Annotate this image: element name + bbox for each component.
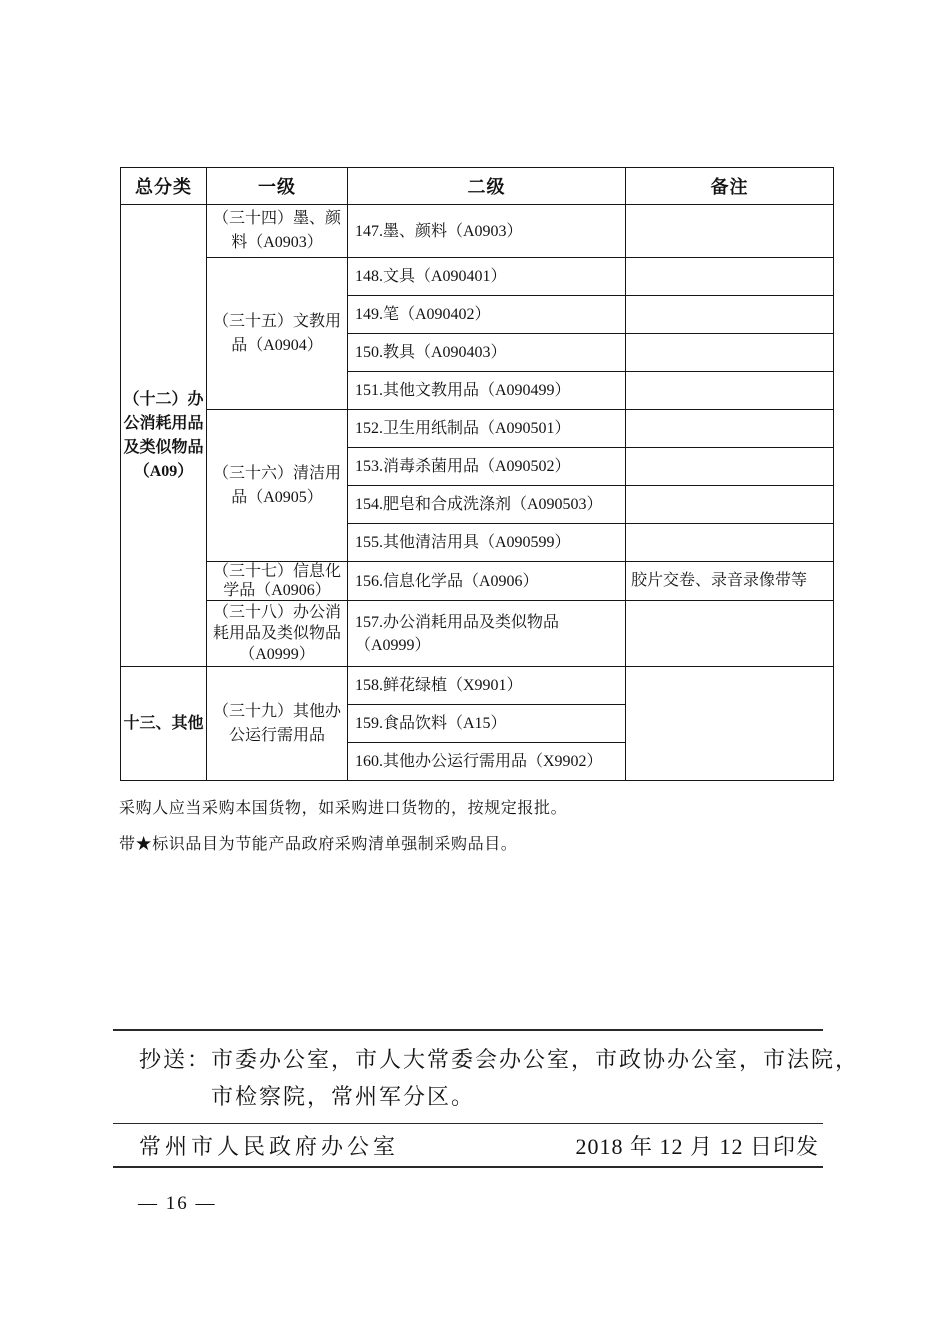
level2-cell-158: 158.鲜花绿植（X9901） <box>348 667 626 705</box>
level2-cell-157: 157.办公消耗用品及类似物品（A0999） <box>348 601 626 667</box>
publisher-section <box>113 1124 823 1166</box>
level1-cell-37: （三十七）信息化学品（A0906） <box>207 562 348 601</box>
level1-cell-39: （三十九）其他办公运行需用品 <box>207 667 348 781</box>
remark-cell <box>626 334 834 372</box>
category-cell-a09: （十二）办公消耗用品及类似物品（A09） <box>121 205 207 667</box>
cc-label: 抄送： <box>139 1047 212 1072</box>
level2-cell-160: 160.其他办公运行需用品（X9902） <box>348 743 626 781</box>
col-header-level1: 一级 <box>207 168 348 205</box>
remark-cell-156: 胶片交卷、录音录像带等 <box>626 562 834 601</box>
cc-line-1: 市委办公室，市人大常委会办公室，市政协办公室，市法院， <box>211 1047 860 1072</box>
remark-cell <box>626 205 834 258</box>
cc-section <box>113 1031 860 1124</box>
note-star-mark: 带★标识品目为节能产品政府采购清单强制采购品目。 <box>119 836 518 853</box>
col-header-remark: 备注 <box>626 168 834 205</box>
level2-cell-154: 154.肥皂和合成洗涤剂（A090503） <box>348 486 626 524</box>
level1-cell-34: （三十四）墨、颜料（A0903） <box>207 205 348 258</box>
remark-cell <box>626 601 834 667</box>
remark-cell <box>626 258 834 296</box>
category-cell-other: 十三、其他 <box>121 667 207 781</box>
level2-cell-153: 153.消毒杀菌用品（A090502） <box>348 448 626 486</box>
level2-cell-155: 155.其他清洁用具（A090599） <box>348 524 626 562</box>
level1-cell-38: （三十八）办公消耗用品及类似物品（A0999） <box>207 601 348 667</box>
table-row <box>121 667 834 705</box>
table-row <box>121 205 834 258</box>
table-row <box>121 410 834 448</box>
issue-date: 2018 年 12 月 12 日印发 <box>575 1133 819 1159</box>
cc-list <box>211 1041 859 1115</box>
note-domestic-goods: 采购人应当采购本国货物，如采购进口货物的，按规定报批。 <box>119 800 568 817</box>
level1-cell-36: （三十六）清洁用品（A0905） <box>207 410 348 562</box>
col-header-level2: 二级 <box>348 168 626 205</box>
remark-cell <box>626 524 834 562</box>
table-row <box>121 601 834 667</box>
level1-cell-35: （三十五）文教用品（A0904） <box>207 258 348 410</box>
level2-cell-159: 159.食品饮料（A15） <box>348 705 626 743</box>
remark-cell <box>626 372 834 410</box>
remark-cell <box>626 486 834 524</box>
level2-cell-149: 149.笔（A090402） <box>348 296 626 334</box>
level2-cell-147: 147.墨、颜料（A0903） <box>348 205 626 258</box>
table-header-row <box>121 168 834 205</box>
level2-cell-148: 148.文具（A090401） <box>348 258 626 296</box>
level2-cell-152: 152.卫生用纸制品（A090501） <box>348 410 626 448</box>
remark-cell <box>626 448 834 486</box>
cc-line-2: 市检察院，常州军分区。 <box>211 1084 476 1109</box>
category-table <box>120 167 834 781</box>
document-footer <box>113 1029 860 1168</box>
remark-cell-merged <box>626 667 834 781</box>
remark-cell <box>626 410 834 448</box>
level2-cell-151: 151.其他文教用品（A090499） <box>348 372 626 410</box>
table-row <box>121 562 834 601</box>
issuer-name: 常州市人民政府办公室 <box>139 1133 400 1159</box>
table-row <box>121 258 834 296</box>
level2-cell-156: 156.信息化学品（A0906） <box>348 562 626 601</box>
page-number: — 16 — <box>138 1193 217 1214</box>
col-header-general-category: 总分类 <box>121 168 207 205</box>
level2-cell-150: 150.教具（A090403） <box>348 334 626 372</box>
remark-cell <box>626 296 834 334</box>
